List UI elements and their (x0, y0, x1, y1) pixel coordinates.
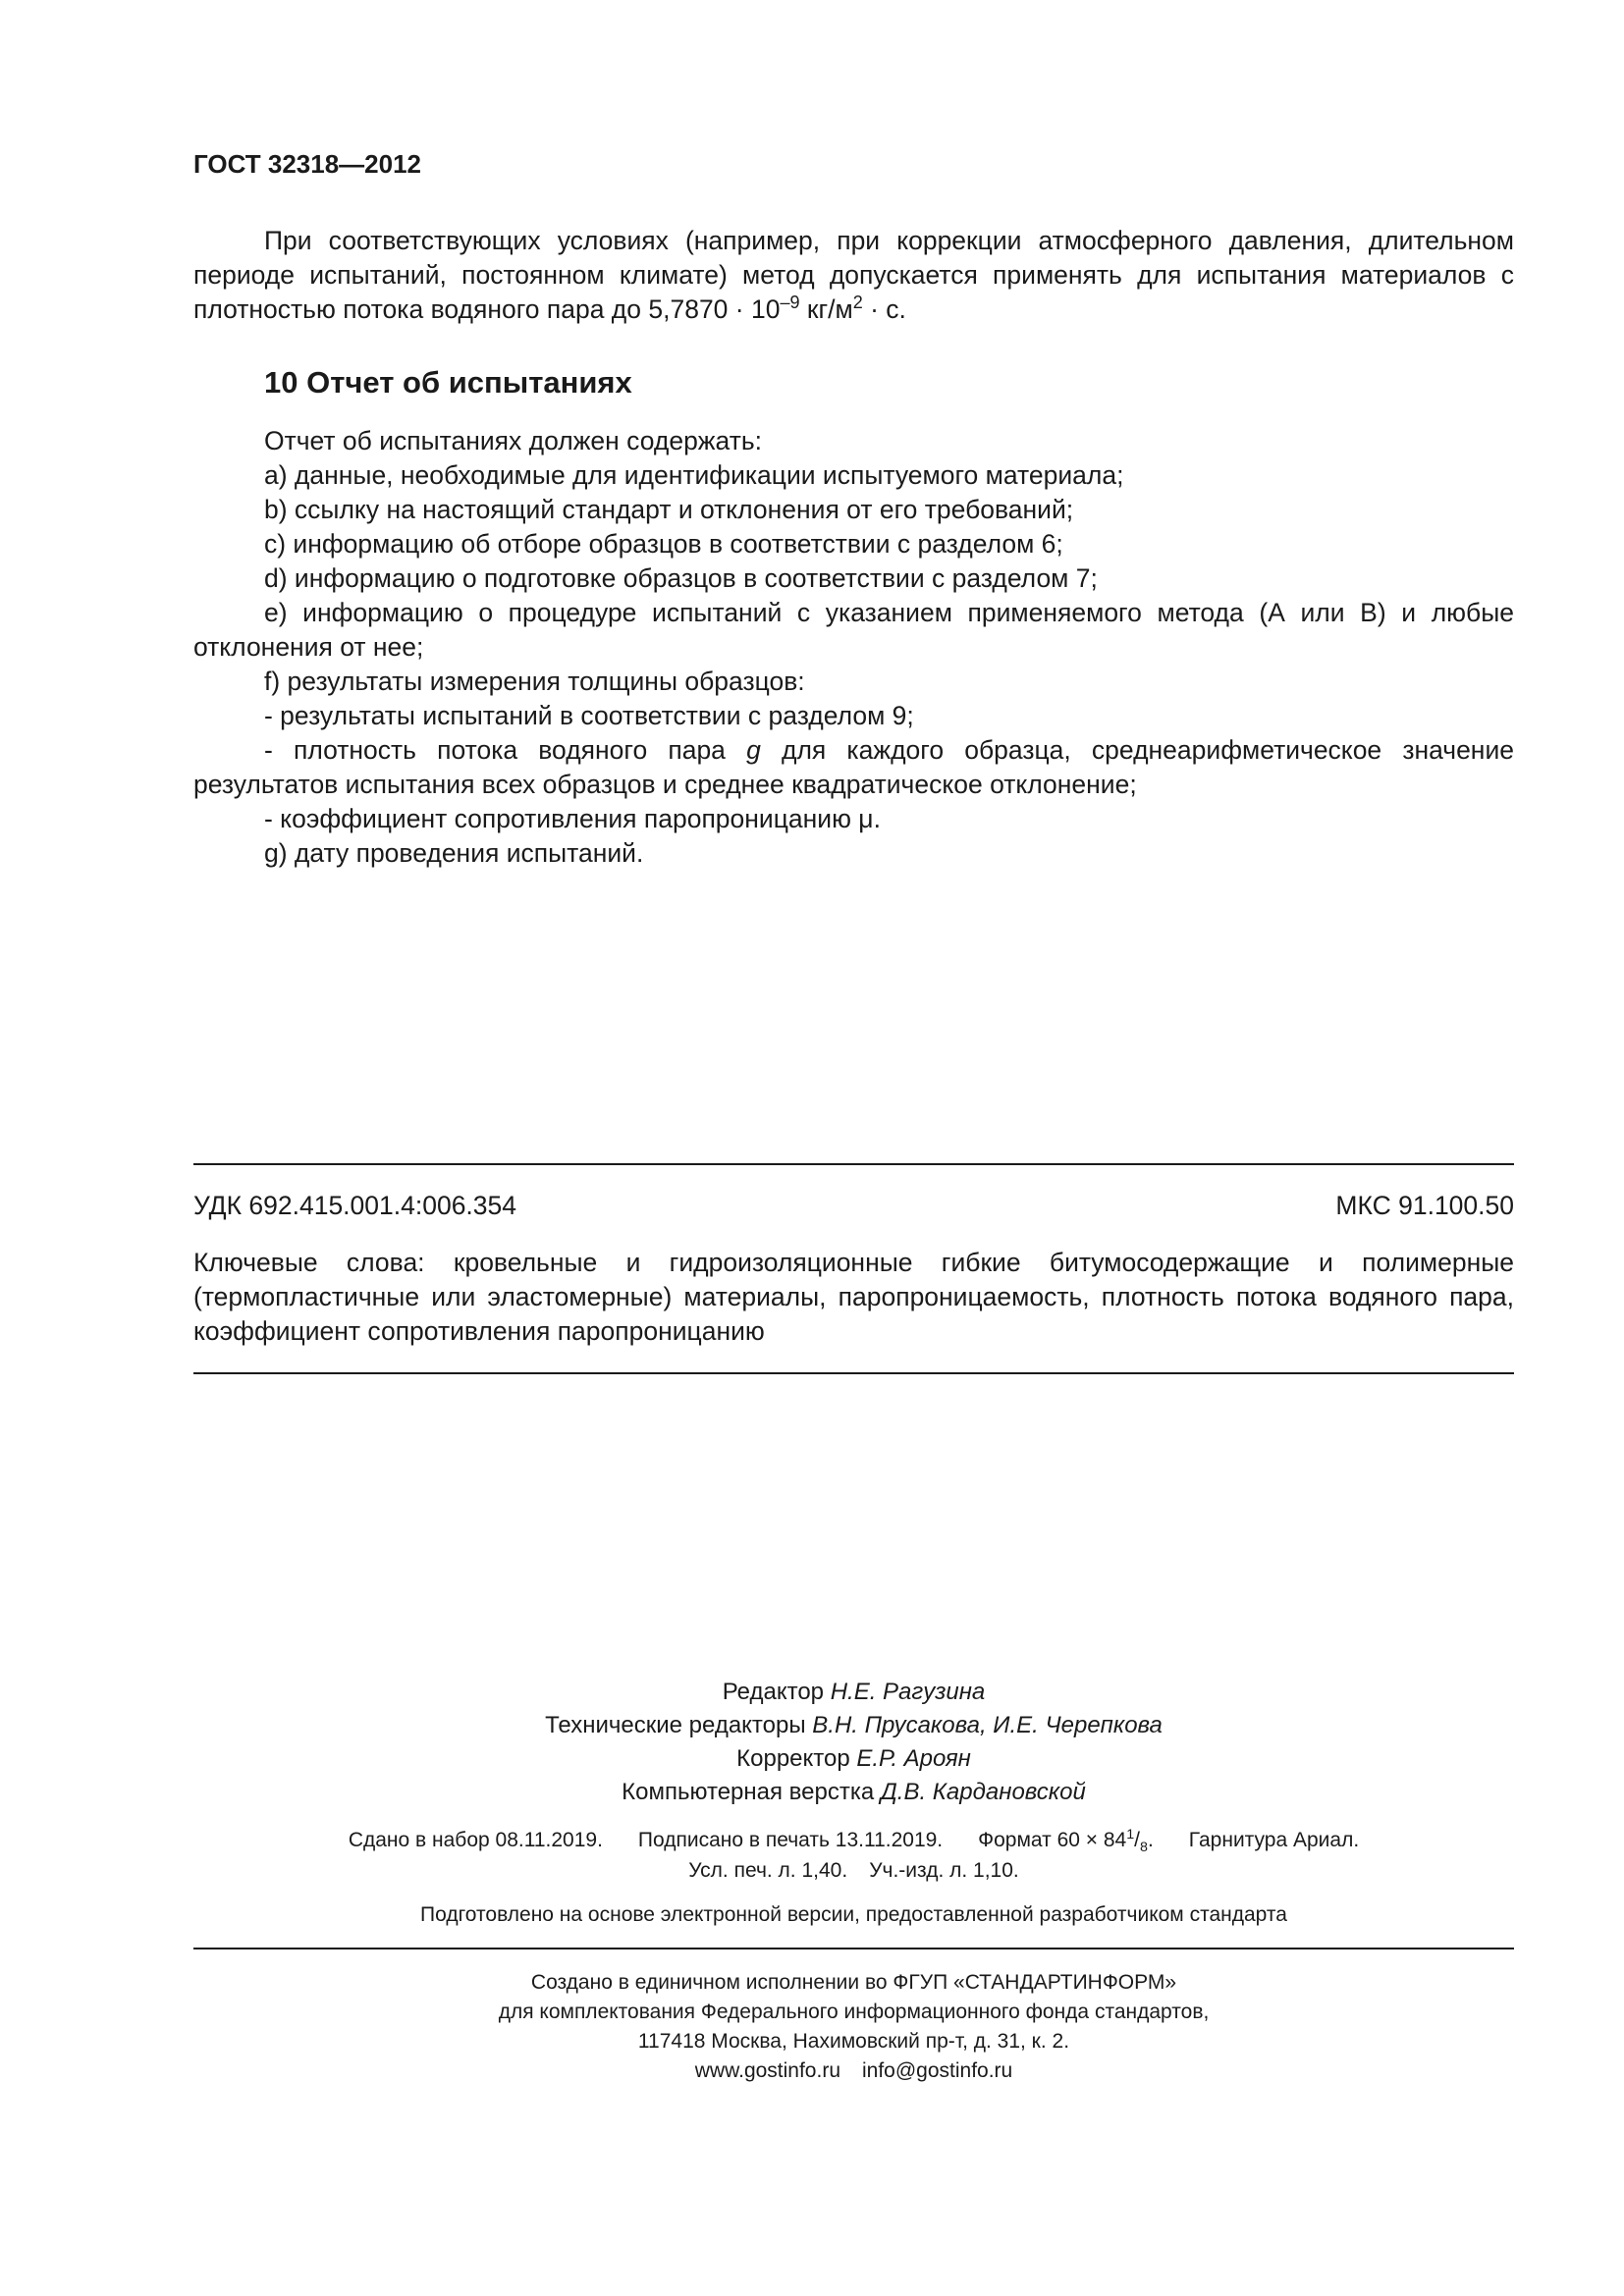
print-info-line1: Сдано в набор 08.11.2019. Подписано в печать 13.11.2019. Формат $60 \times 84^1/_8$. Гарнитура Ариал. (348, 1827, 1360, 1856)
prepared-note: Подготовлено на основе электронной версии, предоставленной разработчиком стандарта (420, 1903, 1287, 1926)
publisher-info (193, 1968, 1514, 2086)
list-item-a: а) данные, необходимые для идентификации испытуемого материала; (264, 460, 1124, 490)
publisher-address: 117418 Москва, Нахимовский пр-т, д. 31, к. 2. (637, 2030, 1070, 2053)
report-lead: Отчет об испытаниях должен содержать: (264, 426, 762, 455)
list-subitem-density: - плотность потока водяного пара g для каждого образца, среднеарифметическое значение результатов испытания всех образцов и среднее квадратическое отклонение; (193, 735, 1514, 799)
list-item-b: b) ссылку на настоящий стандарт и отклонения от его требований; (264, 495, 1074, 524)
publisher-line1: Создано в единичном исполнении во ФГУП «СТАНДАРТИНФОРМ» (530, 1971, 1177, 1994)
udk-code: УДК 692.415.001.4:006.354 (193, 1191, 517, 1220)
publisher-contacts (193, 2056, 1514, 2086)
print-info (193, 1825, 1514, 1886)
list-item-g: g) дату проведения испытаний. (264, 838, 644, 868)
keywords (193, 1246, 1514, 1349)
editorial-credits (193, 1676, 1514, 1809)
print-info-line2: Усл. печ. л. 1,40. Уч.-изд. л. 1,10. (688, 1859, 1019, 1882)
credit-tech-editors: Технические редакторы В.Н. Прусакова, И.Е. Черепкова (545, 1712, 1163, 1738)
section-title: 10 Отчет об испытаниях (264, 365, 632, 400)
report-requirements (193, 424, 1514, 871)
credit-proofreader: Корректор Е.Р. Ароян (736, 1745, 971, 1772)
credit-layout: Компьютерная верстка Д.В. Кардановской (622, 1779, 1086, 1805)
intro-text: При соответствующих условиях (например, при коррекции атмосферного давления, длительном периоде испытаний, постоянном климате) метод допускается применять для испытания материалов с плотностью потока водяного пара до $5,7870 \cdot 10^{-9}$ $кг/м^2 \cdot с$. (193, 226, 1514, 324)
credit-editor: Редактор Н.Е. Рагузина (722, 1679, 986, 1705)
email-link[interactable]: info@gostinfo.ru (862, 2059, 1013, 2082)
intro-paragraph (193, 224, 1514, 327)
list-subitem-coefficient: - коэффициент сопротивления паропроницанию μ. (264, 804, 881, 833)
list-item-d: d) информацию о подготовке образцов в соответствии с разделом 7; (264, 563, 1098, 593)
list-subitem-results: - результаты испытаний в соответствии с разделом 9; (264, 701, 914, 730)
website-link[interactable]: www.gostinfo.ru (694, 2059, 840, 2082)
classification-row (193, 1189, 1514, 1223)
divider-top (193, 1163, 1514, 1165)
mks-code: МКС 91.100.50 (1335, 1191, 1514, 1220)
divider-bottom (193, 1948, 1514, 1949)
list-item-f: f) результаты измерения толщины образцов: (264, 667, 805, 696)
divider-keywords (193, 1372, 1514, 1374)
list-item-e: е) информацию о процедуре испытаний с указанием применяемого метода (А или В) и любые отклонения от нее; (193, 598, 1514, 662)
document-id: ГОСТ 32318—2012 (193, 149, 421, 179)
list-item-c: с) информацию об отборе образцов в соответствии с разделом 6; (264, 529, 1063, 559)
publisher-line2: для комплектования Федерального информационного фонда стандартов, (498, 2001, 1210, 2023)
keywords-text: Ключевые слова: кровельные и гидроизоляционные гибкие битумосодержащие и полимерные (термопластичные или эластомерные) материалы, паропроницаемость, плотность потока водяного пара, коэффициент сопротивления паропроницанию (193, 1248, 1514, 1346)
